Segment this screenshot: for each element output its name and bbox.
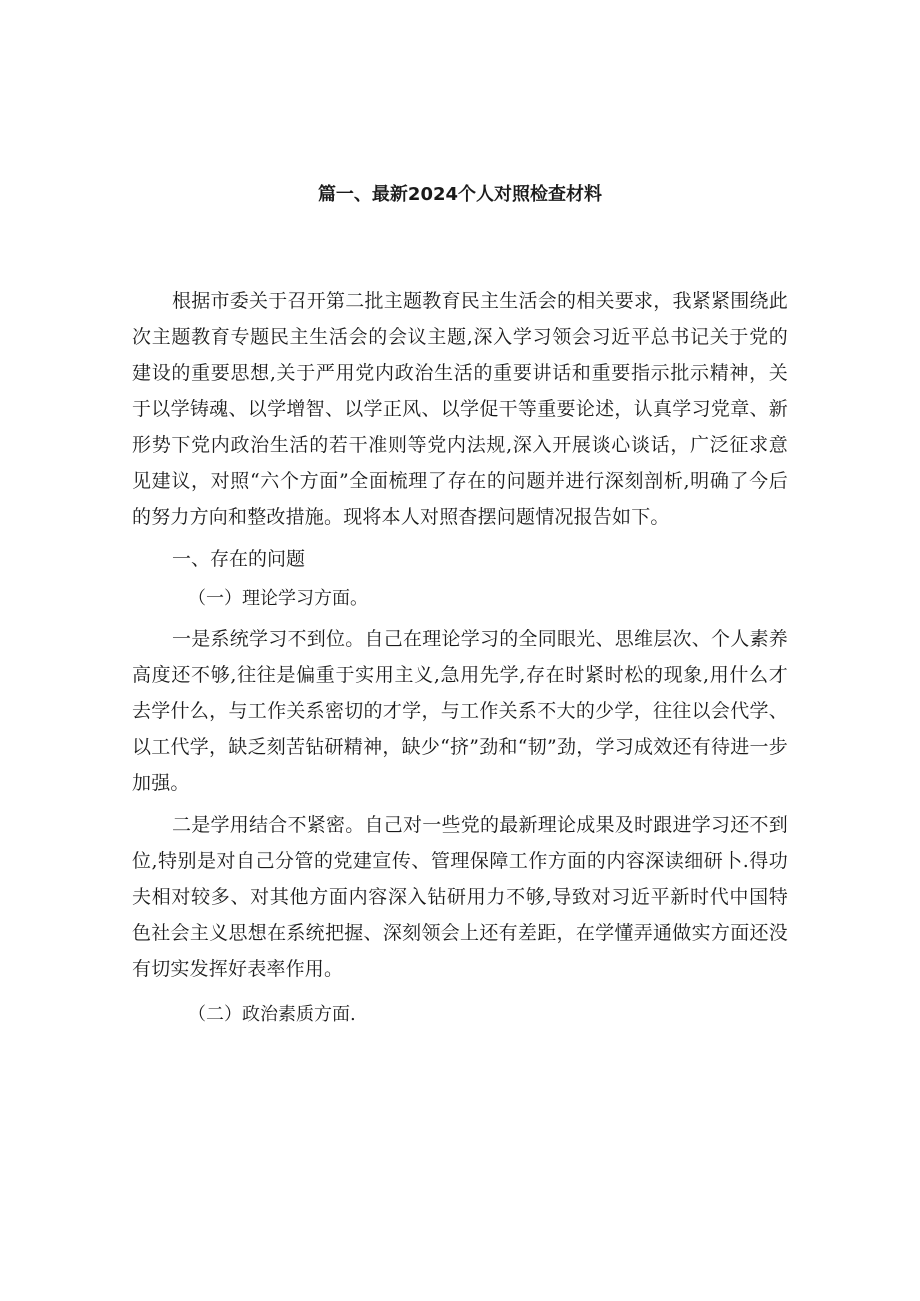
subsection-heading-theory-study: （一）理论学习方面。 [188, 588, 368, 609]
paragraph-systematic-study: 一是系统学习不到位。自己在理论学习的全同眼光、思维层次、个人素养高度还不够,往往是偏重于实用主义,急用先学,存在时紧时松的现象,用什么才去学什么，与工作关系密切的才学，与工作关系不大的少学，往往以会代学、以工代学，缺乏刻苦钻研精神，缺少“挤”劲和“韧”劲，学习成效还有待进一步加强。 [132, 628, 788, 794]
subsection-heading-political-quality: （二）政治素质方面. [188, 1004, 356, 1025]
paragraph-study-application: 二是学用结合不紧密。自己对一些党的最新理论成果及时跟进学习还不到位,特别是对自己分管的党建宣传、管理保障工作方面的内容深读细研卜.得功夫相对较多、对其他方面内容深入钻研用力不够,导致对习近平新时代中国特色社会主义思想在系统把握、深刻领会上还有差距，在学懂弄通做实方面还没有切实发挥好表率作用。 [132, 814, 788, 980]
document-title: 篇一、最新2024个人对照检查材料 [317, 184, 603, 205]
document-body [132, 283, 788, 1033]
section-heading-problems: 一、存在的问题 [172, 548, 306, 570]
intro-paragraph: 根据市委关于召开第二批主题教育民主生活会的相关要求，我紧紧围绕此次主题教育专题民主生活会的会议主题,深入学习领会习近平总书记关于党的建设的重要思想,关于严用党内政治生活的重要讲话和重要指示批示精神，关于以学铸魂、以学增智、以学正风、以学促干等重要论述，认真学习党章、新形势下党内政治生活的若干准则等党内法规,深入开展谈心谈话，广泛征求意见建议，对照“六个方面”全面梳理了存在的问题并进行深刻剖析,明确了今后的努力方向和整改措施。现将本人对照杳摆问题情况报告如下。 [132, 290, 788, 528]
